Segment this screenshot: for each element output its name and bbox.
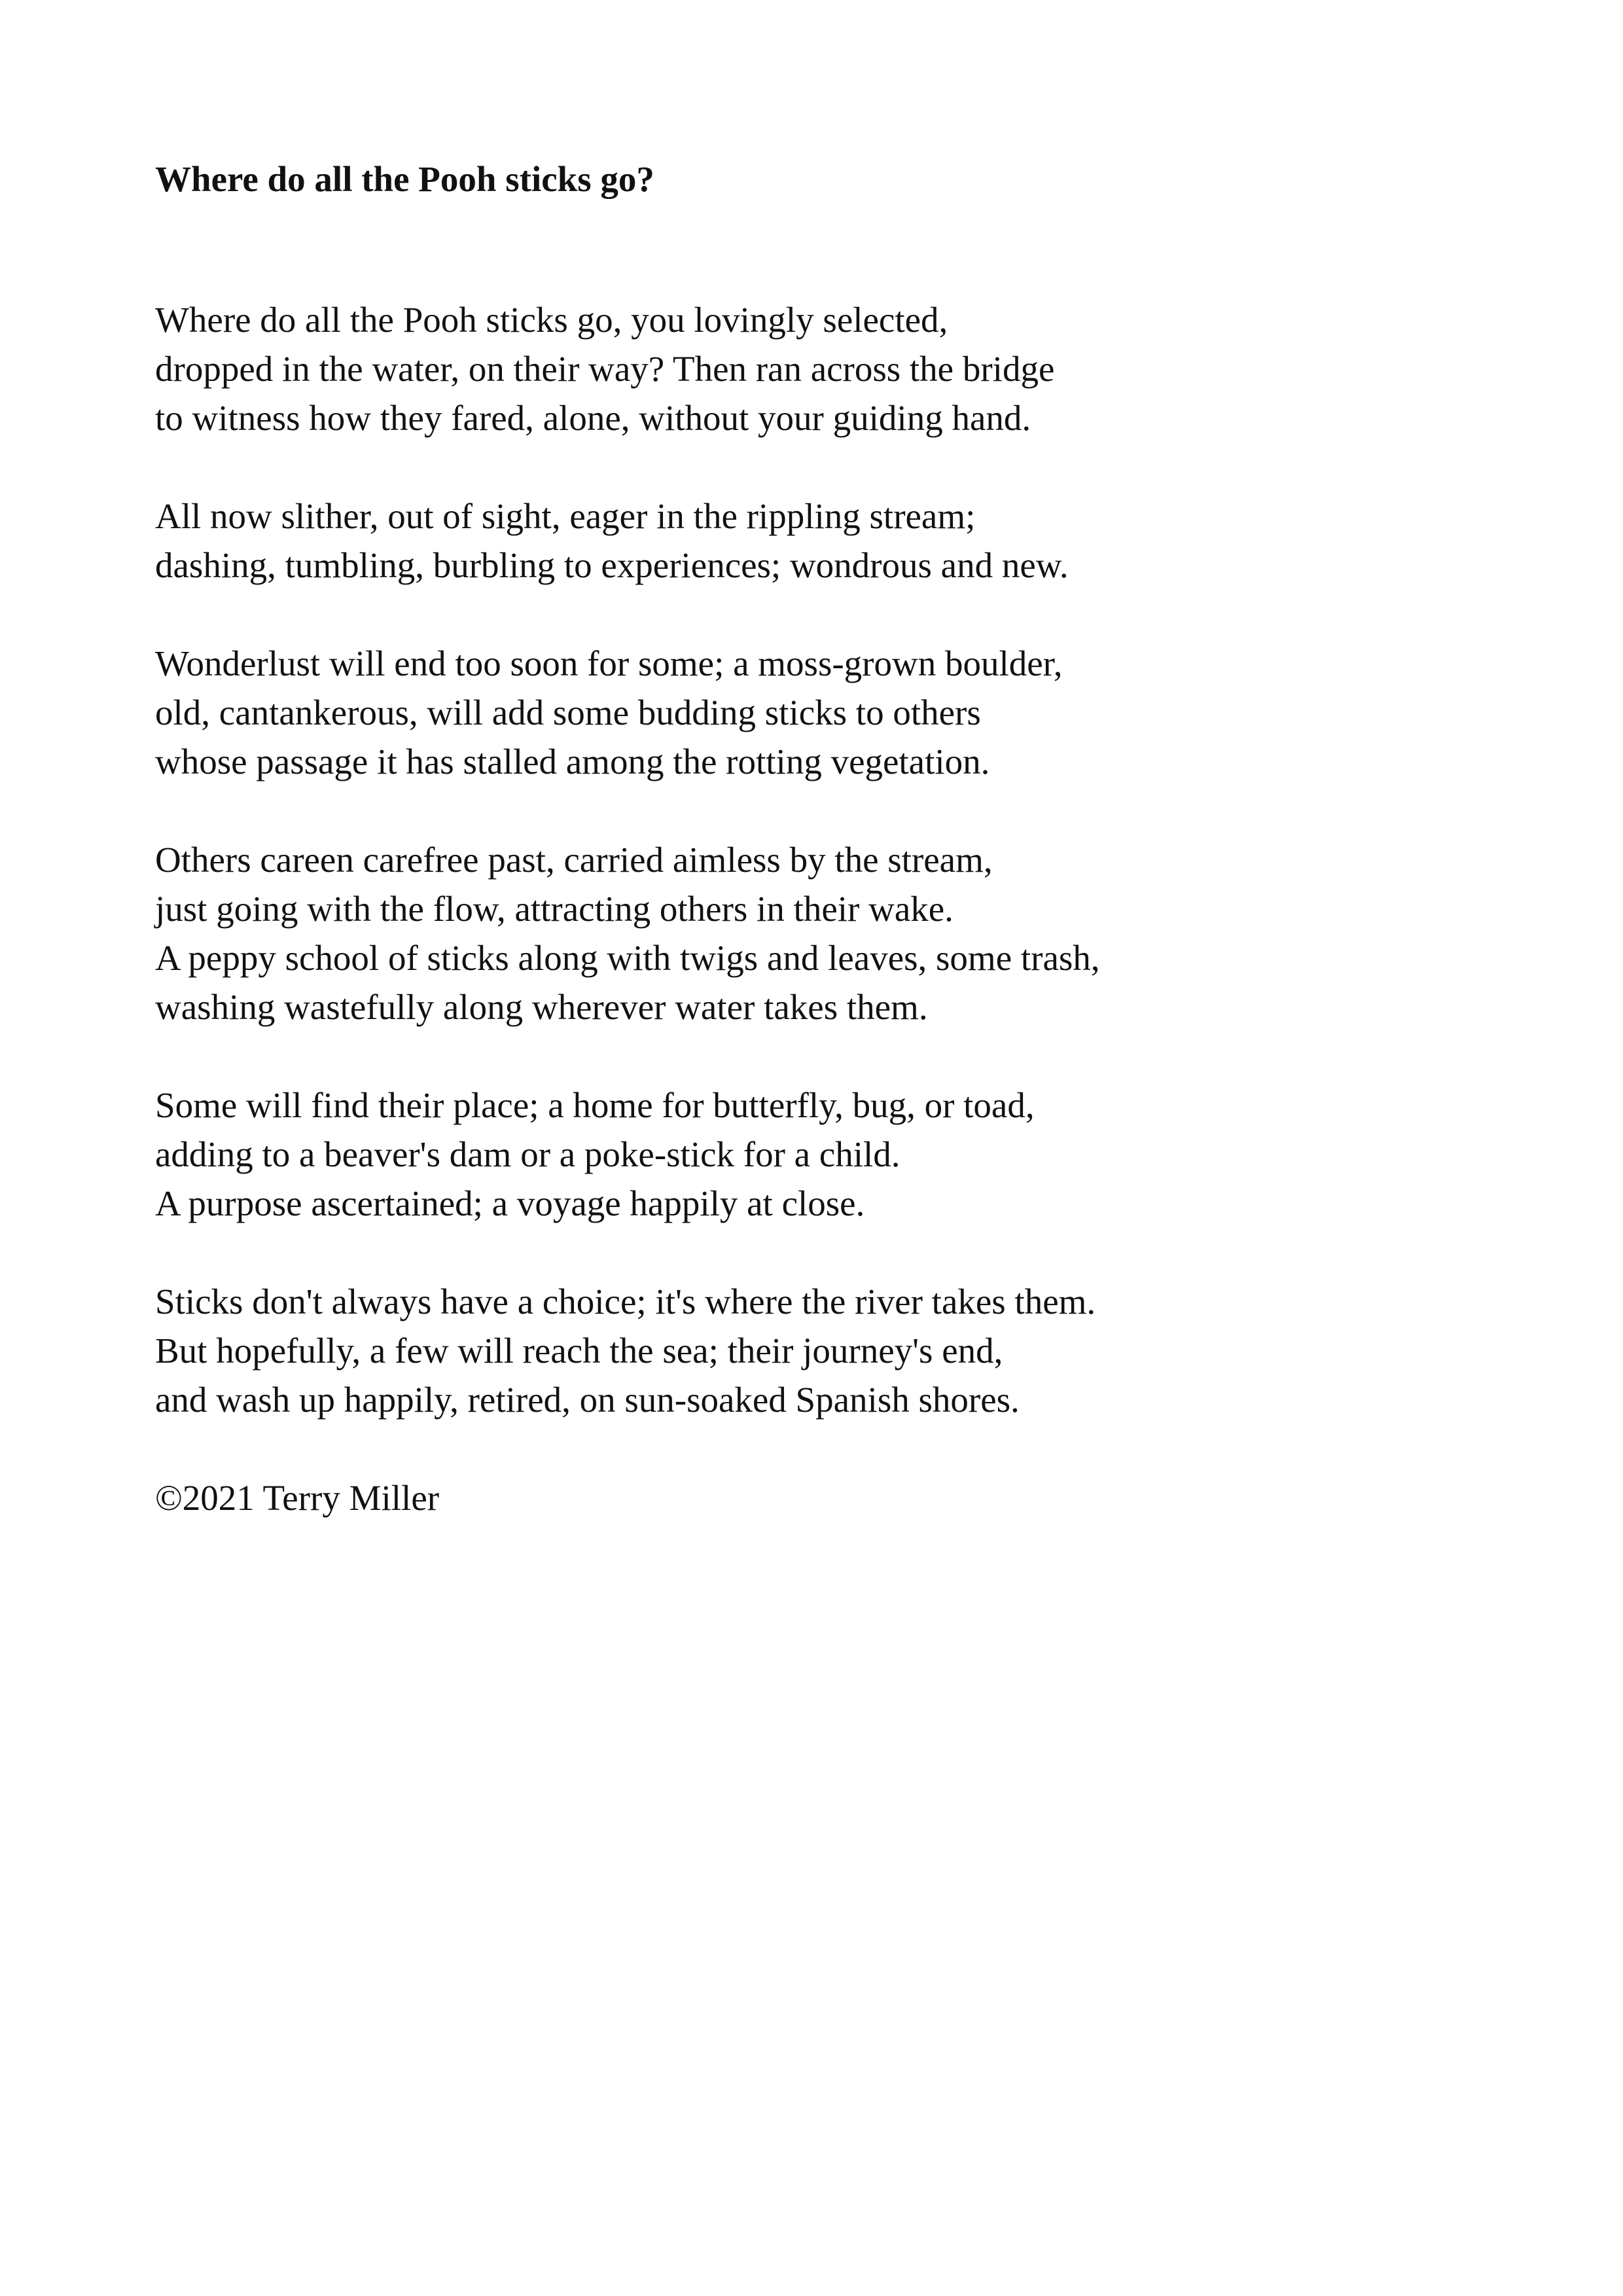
poem-line: to witness how they fared, alone, without your guiding hand. xyxy=(155,398,1031,438)
poem-line: Sticks don't always have a choice; it's where the river takes them. xyxy=(155,1282,1096,1321)
poem-title: Where do all the Pooh sticks go? xyxy=(155,159,654,199)
poem-body xyxy=(155,295,1464,1522)
poem-line: Some will find their place; a home for butterfly, bug, or toad, xyxy=(155,1085,1035,1125)
stanza-3 xyxy=(155,639,1464,786)
stanza-5 xyxy=(155,1081,1464,1228)
poem-line: But hopefully, a few will reach the sea; their journey's end, xyxy=(155,1331,1003,1371)
poem-line: Wonderlust will end too soon for some; a moss-grown boulder, xyxy=(155,643,1063,683)
poem-line: just going with the flow, attracting others in their wake. xyxy=(155,889,954,929)
poem-line: old, cantankerous, will add some budding sticks to others xyxy=(155,692,981,732)
document-content xyxy=(155,154,1464,1522)
stanza-6 xyxy=(155,1277,1464,1424)
poem-line: Others careen carefree past, carried aimless by the stream, xyxy=(155,840,993,880)
poem-line: Where do all the Pooh sticks go, you lovingly selected, xyxy=(155,300,948,340)
poem-line: dashing, tumbling, burbling to experiences; wondrous and new. xyxy=(155,545,1069,585)
poem-line: A peppy school of sticks along with twigs and leaves, some trash, xyxy=(155,938,1100,978)
poem-line: All now slither, out of sight, eager in the rippling stream; xyxy=(155,496,976,536)
stanza-2 xyxy=(155,492,1464,590)
poem-line: whose passage it has stalled among the rotting vegetation. xyxy=(155,742,990,781)
copyright-notice: ©2021 Terry Miller xyxy=(155,1478,440,1518)
poem-line: adding to a beaver's dam or a poke-stick for a child. xyxy=(155,1134,901,1174)
poem-line: washing wastefully along wherever water takes them. xyxy=(155,987,928,1027)
poem-line: A purpose ascertained; a voyage happily at close. xyxy=(155,1183,865,1223)
stanza-1 xyxy=(155,295,1464,442)
stanza-4 xyxy=(155,835,1464,1031)
poem-line: and wash up happily, retired, on sun-soaked Spanish shores. xyxy=(155,1380,1020,1420)
poem-line: dropped in the water, on their way? Then ran across the bridge xyxy=(155,349,1055,389)
